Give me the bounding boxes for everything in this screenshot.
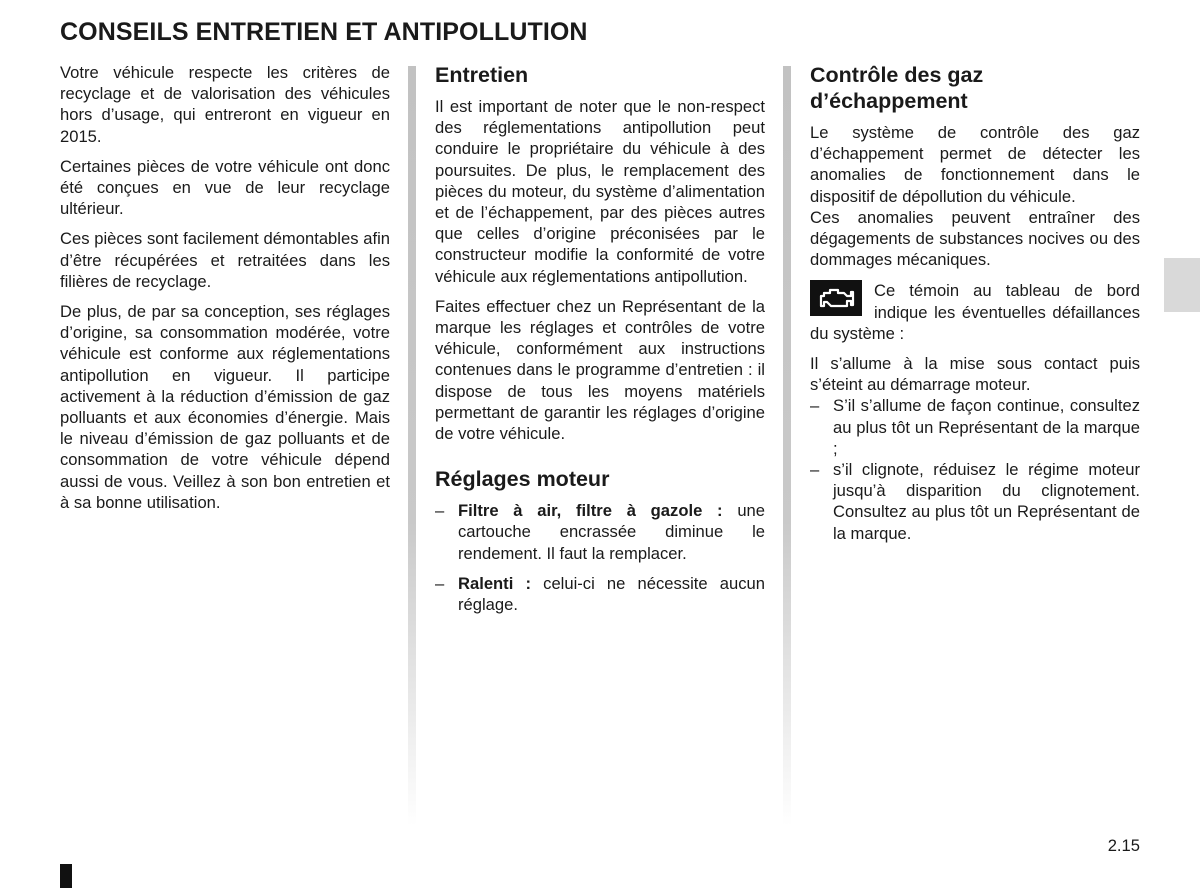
warning-text: Ce témoin au tableau de bord indique les éventuelles défaillances du système : (810, 281, 1140, 343)
list-item: – S’il s’allume de façon continue, consultez au plus tôt un Représentant de la marque ; (810, 395, 1140, 459)
item-text: une cartouche encrassée diminue le rendement. Il faut la remplacer. (458, 501, 766, 563)
item-text: celui-ci ne nécessite aucun réglage. (458, 573, 765, 615)
paragraph: Le système de contrôle des gaz d’échappement permet de détecter les anomalies de fonctionnement dans le dispositif de dépollution du véhicule. (810, 123, 1140, 206)
section-heading-controle-gaz: Contrôle des gaz d’échappement (810, 63, 984, 113)
page-number: 2.15 (1107, 836, 1140, 855)
column-divider (783, 66, 791, 826)
engine-settings-list (435, 500, 765, 615)
paragraph: Faites effectuer chez un Représentant de la marque les réglages et contrôles de votre véhicule, conformément aux instructions contenues dans le programme d’entretien : il dispose de tous les moyens matériels permettant de garantir les réglages d’origine de votre véhicule. (435, 296, 765, 444)
section-heading-entretien: Entretien (435, 63, 529, 87)
column-maintenance (435, 62, 765, 624)
paragraph: Ces anomalies peuvent entraîner des dégagements de substances nocives ou des dommages mécaniques. (810, 207, 1140, 270)
paragraph: Votre véhicule respecte les critères de recyclage et de valorisation des véhicules hors d’usage, qui entreront en vigueur en 2015. (60, 63, 390, 146)
page-title: CONSEILS ENTRETIEN ET ANTIPOLLUTION (60, 18, 588, 46)
item-lead: Filtre à air, filtre à gazole : (458, 501, 723, 521)
column-exhaust-control (810, 62, 1140, 544)
warning-block (810, 280, 1140, 395)
list-item: – s’il clignote, réduisez le régime moteur jusqu’à disparition du clignotement. Consultez au plus tôt un Représentant de la marque. (810, 459, 1140, 544)
section-heading-reglages-moteur: Réglages moteur (435, 467, 610, 492)
chapter-tab (1164, 258, 1200, 312)
paragraph: De plus, de par sa conception, ses réglages d’origine, sa consommation modérée, votre véhicule est conforme aux réglementations antipollution en vigueur. Il participe activement à la réduction d’émission de gaz polluants et aux économies d’énergie. Mais le niveau d’émission de gaz polluants et de consommation de votre véhicule dépend aussi de vous. Veillez à son bon entretien et à sa bonne utilisation. (60, 302, 390, 512)
column-recycling (60, 62, 390, 522)
engine-warning-icon (810, 280, 862, 316)
column-divider (408, 66, 416, 826)
list-item (435, 573, 765, 615)
warning-note: Il s’allume à la mise sous contact puis s’éteint au démarrage moteur. (810, 354, 1140, 395)
paragraph: Certaines pièces de votre véhicule ont donc été conçues en vue de leur recyclage ultérieur. (60, 156, 390, 219)
corner-mark (60, 864, 72, 888)
paragraph: Il est important de noter que le non-respect des réglementations antipollution peut conduire le propriétaire du véhicule à des poursuites. De plus, le remplacement des pièces du moteur, du système d’alimentation et de l’échappement, par des pièces autres que celles d’origine préconisées par le constructeur modifie la conformité de votre véhicule aux réglementations antipollution. (435, 97, 765, 286)
paragraph: Ces pièces sont facilement démontables afin d’être récupérées et retraitées dans les filières de recyclage. (60, 229, 390, 291)
warning-behaviour-list (810, 395, 1140, 543)
list-item (435, 500, 765, 564)
item-lead: Ralenti : (458, 573, 531, 593)
